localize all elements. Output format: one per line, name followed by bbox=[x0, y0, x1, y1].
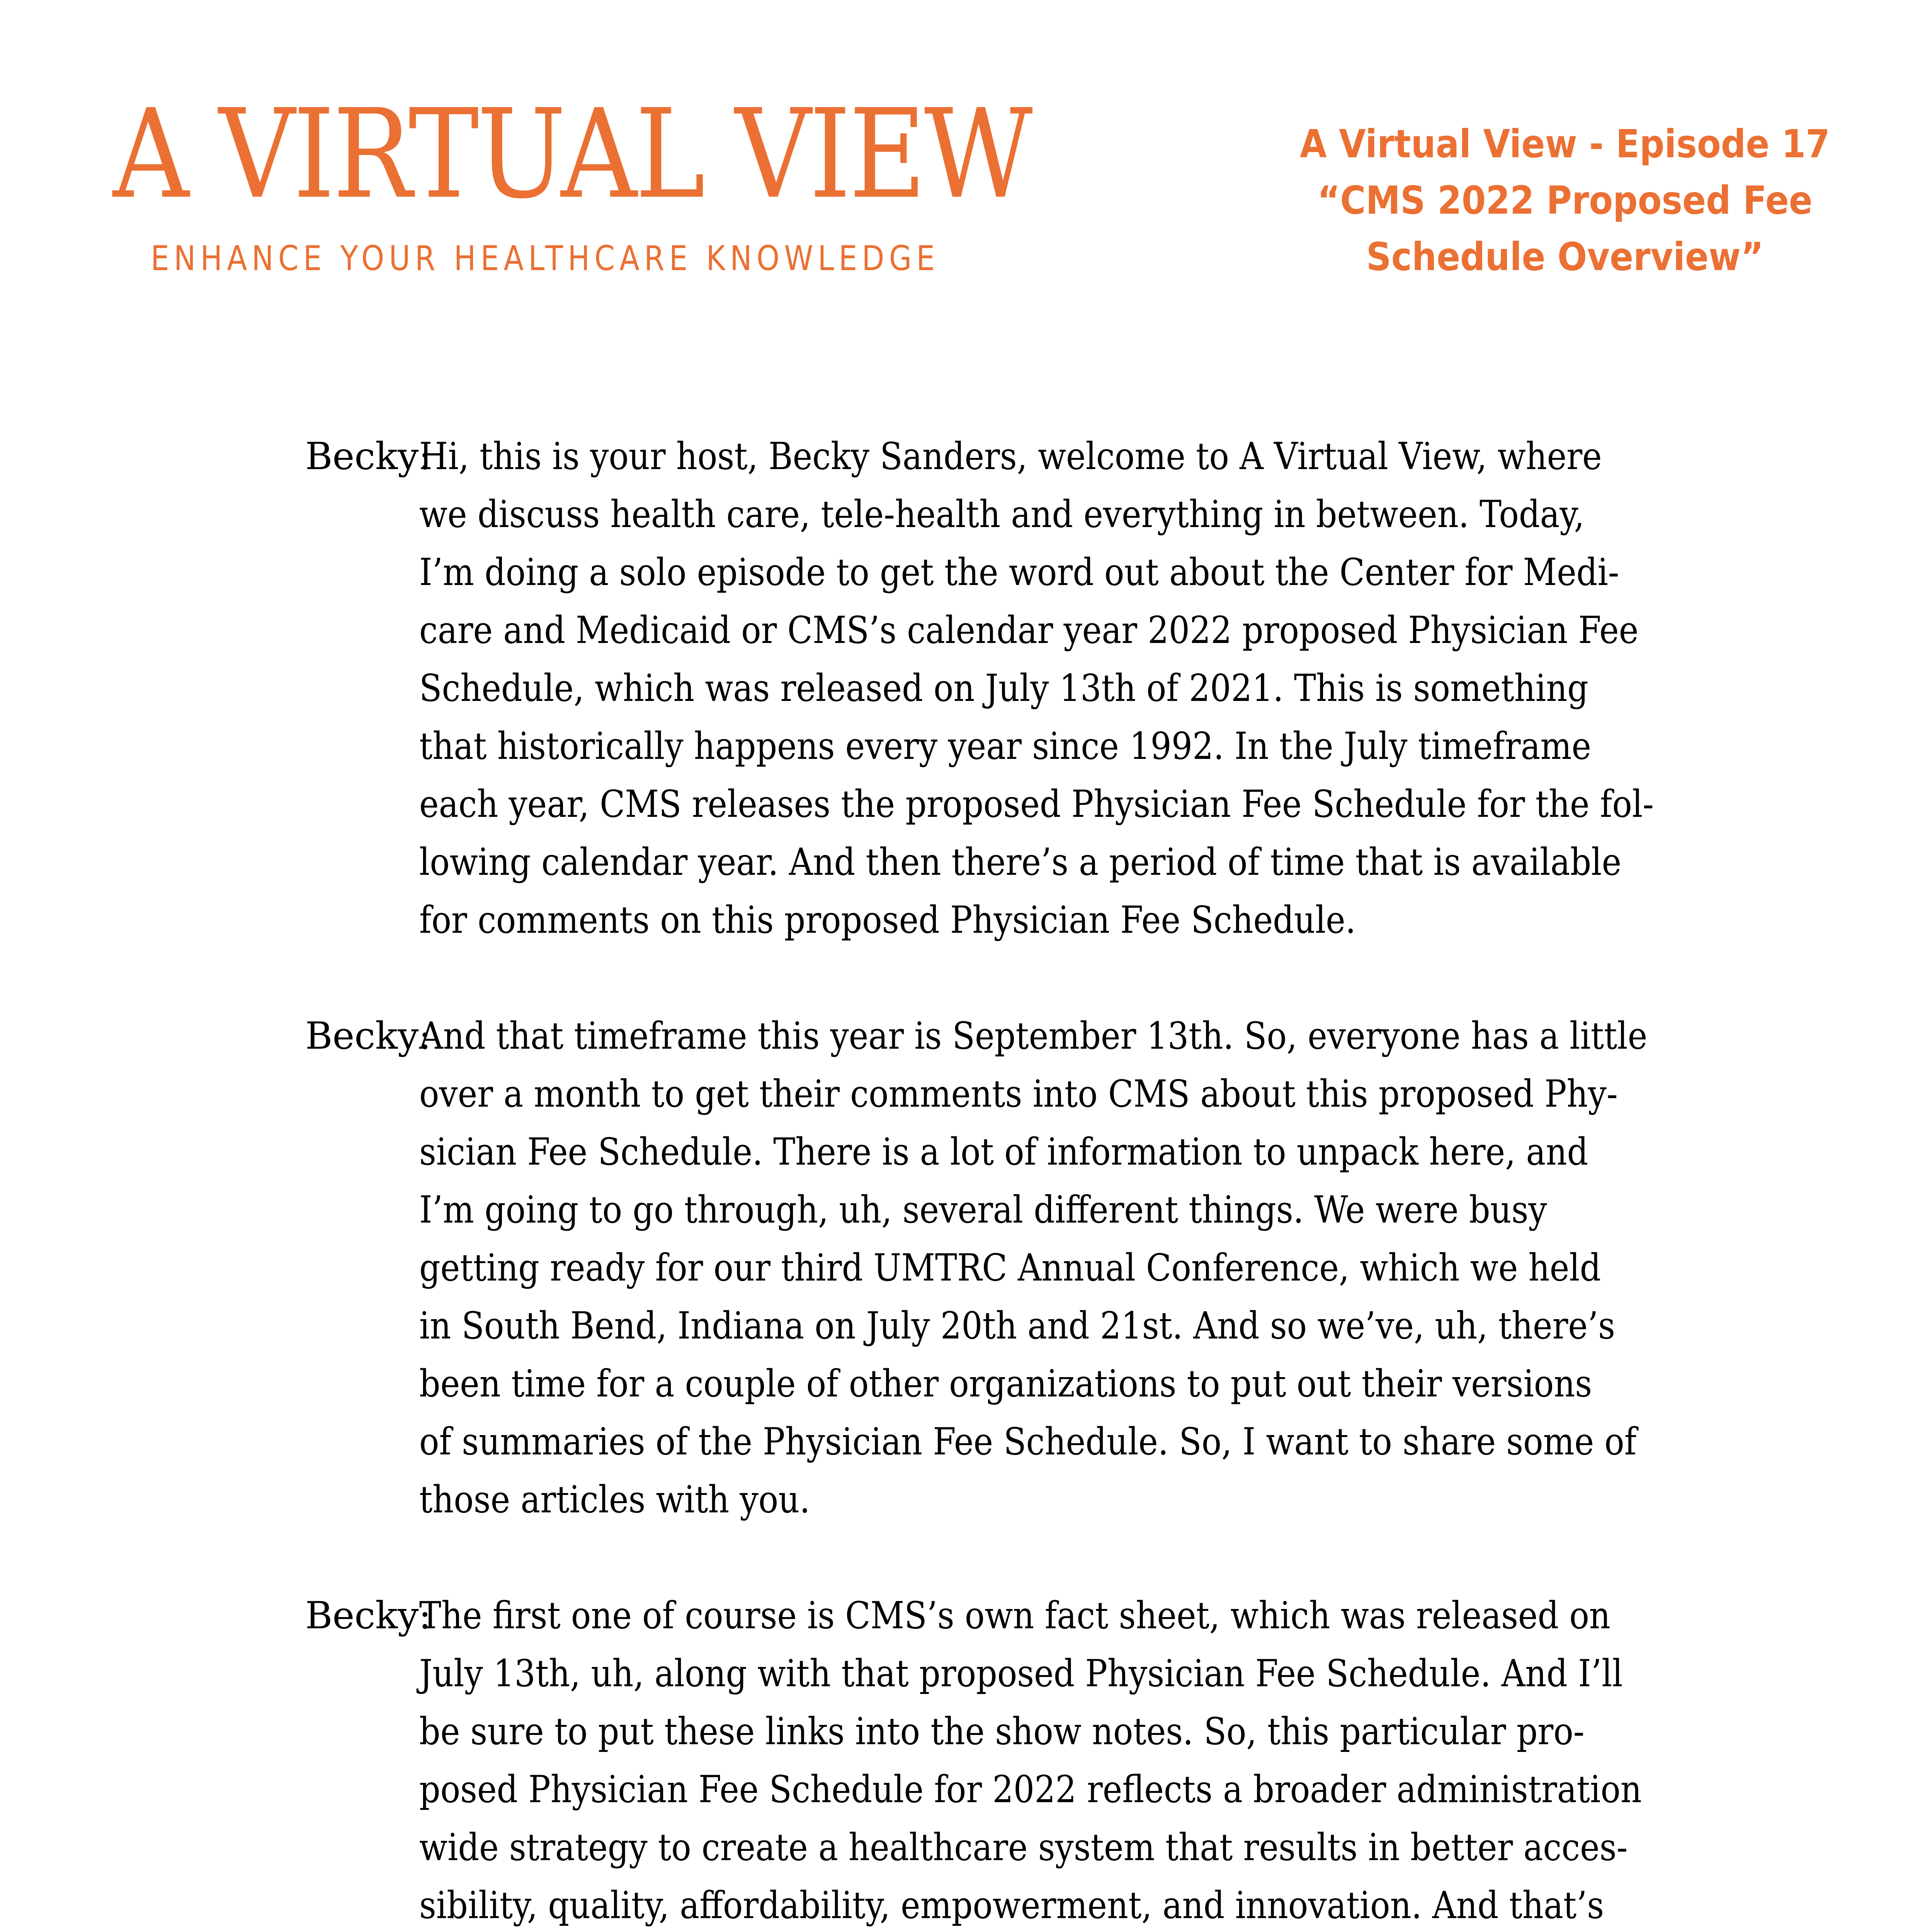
speech-line: each year, CMS releases the proposed Physician Fee Schedule for the fol- bbox=[419, 782, 1654, 826]
speech-text bbox=[419, 1587, 1768, 1932]
speech-line: wide strategy to create a healthcare system that results in better acces- bbox=[419, 1826, 1628, 1869]
speech-line: getting ready for our third UMTRC Annual Conference, which we held bbox=[419, 1246, 1601, 1289]
speech-line: Hi, this is your host, Becky Sanders, welcome to A Virtual View, where bbox=[419, 435, 1602, 478]
speaker-label: Becky: bbox=[305, 1594, 431, 1637]
podcast-title: A VIRTUAL VIEW bbox=[113, 83, 1031, 226]
speech-line: lowing calendar year. And then there’s a period of time that is available bbox=[419, 840, 1622, 884]
speech-line: sician Fee Schedule. There is a lot of information to unpack here, and bbox=[419, 1130, 1588, 1173]
speech-line: we discuss health care, tele-health and everything in between. Today, bbox=[419, 493, 1585, 536]
speech-line: sibility, quality, affordability, empowerment, and innovation. And that’s bbox=[419, 1884, 1604, 1927]
speech-line: of summaries of the Physician Fee Schedule. So, I want to share some of bbox=[419, 1420, 1637, 1463]
transcript bbox=[305, 427, 1774, 1932]
episode-heading-line: Schedule Overview” bbox=[1366, 234, 1764, 279]
speech-line: those articles with you. bbox=[419, 1478, 810, 1521]
speaker-label: Becky: bbox=[305, 1014, 431, 1058]
speech-text bbox=[419, 427, 1768, 949]
speech-line: be sure to put these links into the show notes. So, this particular pro- bbox=[419, 1710, 1585, 1753]
speaker-label: Becky: bbox=[305, 435, 431, 478]
episode-heading-line: A Virtual View - Episode 17 bbox=[1300, 121, 1830, 167]
speech-text bbox=[419, 1007, 1768, 1529]
transcript-turn bbox=[305, 1007, 1774, 1529]
speech-line: I’m going to go through, uh, several different things. We were busy bbox=[419, 1188, 1547, 1231]
speech-line: care and Medicaid or CMS’s calendar year 2022 proposed Physician Fee bbox=[419, 609, 1639, 652]
speech-line: Schedule, which was released on July 13th of 2021. This is something bbox=[419, 667, 1588, 710]
speech-line: over a month to get their comments into CMS about this proposed Phy- bbox=[419, 1072, 1618, 1116]
speech-line: posed Physician Fee Schedule for 2022 reflects a broader administration bbox=[419, 1768, 1642, 1811]
episode-heading-line: “CMS 2022 Proposed Fee bbox=[1317, 178, 1813, 223]
transcript-turn bbox=[305, 1587, 1774, 1932]
speech-line: And that timeframe this year is September 13th. So, everyone has a little bbox=[419, 1014, 1648, 1058]
speech-line: I’m doing a solo episode to get the word out about the Center for Medi- bbox=[419, 551, 1619, 594]
speech-line: that historically happens every year since 1992. In the July timeframe bbox=[419, 724, 1591, 768]
podcast-tagline: ENHANCE YOUR HEALTHCARE KNOWLEDGE bbox=[151, 238, 940, 278]
speech-line: The first one of course is CMS’s own fact sheet, which was released on bbox=[419, 1594, 1611, 1637]
speech-line: July 13th, uh, along with that proposed Physician Fee Schedule. And I’ll bbox=[419, 1652, 1623, 1695]
speech-line: in South Bend, Indiana on July 20th and 21st. And so we’ve, uh, there’s bbox=[419, 1304, 1615, 1347]
speech-line: for comments on this proposed Physician Fee Schedule. bbox=[419, 898, 1356, 942]
speech-line: been time for a couple of other organizations to put out their versions bbox=[419, 1362, 1592, 1405]
transcript-turn bbox=[305, 427, 1774, 949]
episode-heading bbox=[1217, 116, 1913, 285]
